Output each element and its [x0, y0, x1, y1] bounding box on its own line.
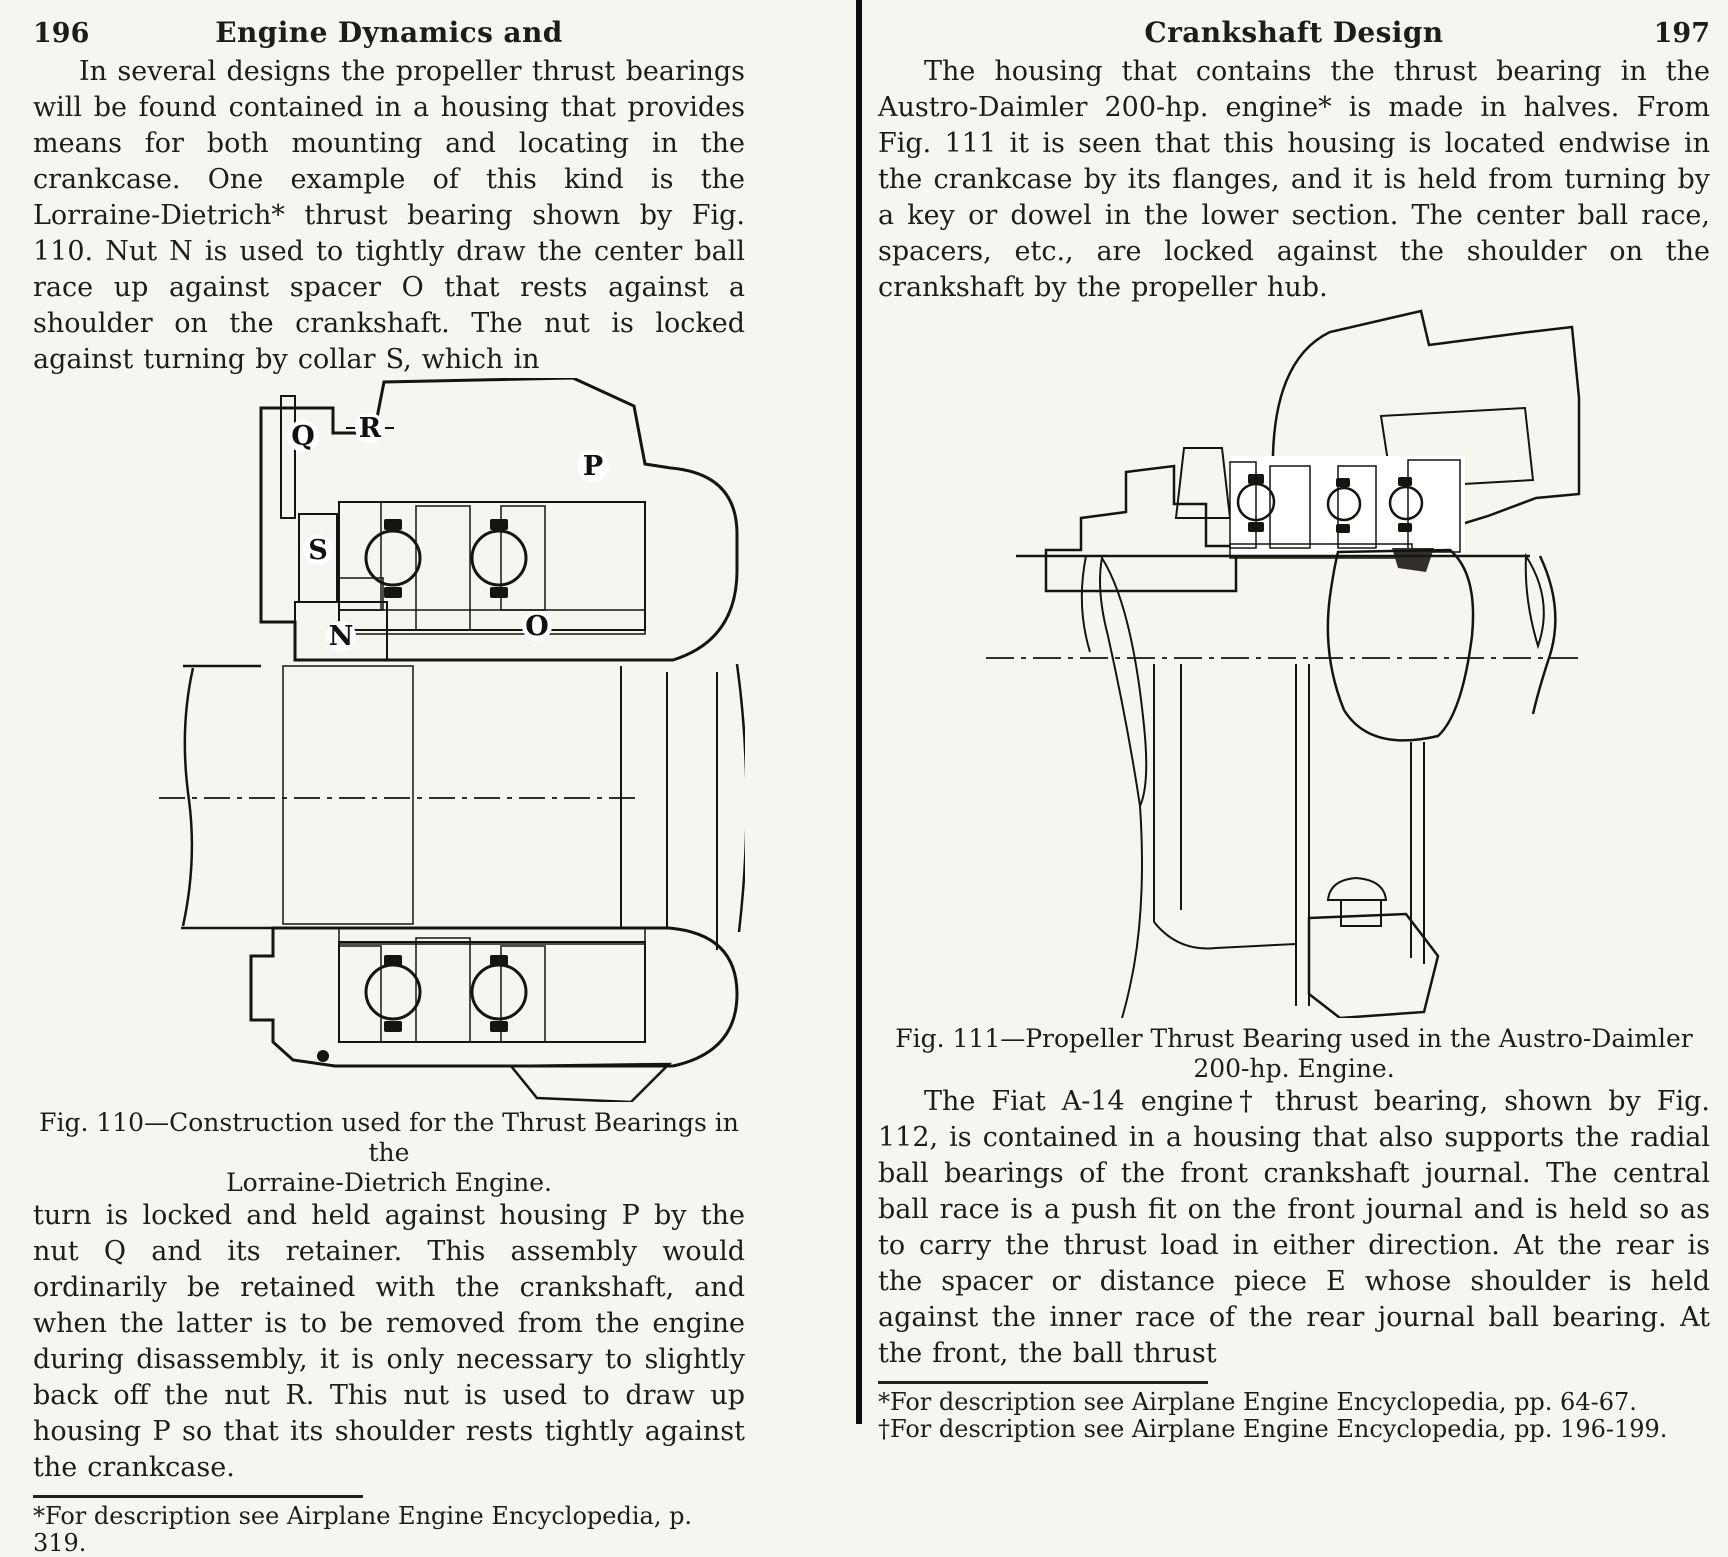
- left-page: [33, 0, 745, 1557]
- fig111-retainer-nub: [1336, 478, 1350, 487]
- fig110-ball-bottom-right: [472, 965, 526, 1019]
- figure-111-drawing: [878, 306, 1710, 1018]
- fig110-retainer-nub: [490, 955, 508, 966]
- right-page-number: 197: [1653, 18, 1710, 49]
- fig110-race-block: [416, 938, 470, 1042]
- fig110-retainer-nub: [384, 587, 402, 598]
- figure-110-caption-line-2: Lorraine-Dietrich Engine.: [226, 1168, 552, 1197]
- left-running-head: Engine Dynamics and: [215, 16, 563, 49]
- fig111-retainer-nub: [1248, 474, 1264, 484]
- fig111-retainer-nub: [1248, 522, 1264, 532]
- part-label-q: Q: [291, 421, 315, 452]
- fig110-retainer-nub: [384, 1021, 402, 1032]
- fig110-race-block: [339, 502, 381, 610]
- figure-111: [878, 306, 1710, 1018]
- fig110-pocket: [339, 578, 383, 610]
- fig110-retainer-nub: [384, 955, 402, 966]
- fig110-crankcase-tail: [511, 1064, 669, 1102]
- fig110-shaft-break-left: [183, 668, 193, 926]
- fig110-ball-top-left: [366, 531, 420, 585]
- fig111-bearing-cavity: [1230, 456, 1465, 556]
- fig110-race-block: [339, 946, 381, 1042]
- right-footnote-1: *For description see Airplane Engine Encyclopedia, pp. 64-67.: [878, 1388, 1637, 1416]
- fig110-ball-top-right: [472, 531, 526, 585]
- fig111-shaft-break-left-crescent: [1100, 558, 1146, 806]
- fig110-threaded-shaft: [283, 666, 413, 924]
- fig110-shaft-break-right: [737, 664, 745, 932]
- fig110-retainer-nub: [384, 519, 402, 530]
- fig111-nut-cap: [1328, 878, 1386, 900]
- right-footnote-rule: [878, 1381, 1208, 1384]
- part-label-n: N: [328, 621, 354, 652]
- left-footnote: *For description see Airplane Engine Encyclopedia, p. 319.: [33, 1502, 693, 1557]
- fig110-bolt-dot: [317, 1050, 329, 1062]
- figure-111-caption-line-1: Fig. 111—Propeller Thrust Bearing used in the Austro-Daimler: [895, 1024, 1693, 1053]
- figure-110-caption-line-1: Fig. 110—Construction used for the Thrust Bearings in the: [39, 1108, 739, 1167]
- fig110-retainer-nub: [490, 587, 508, 598]
- fig110-lock-pin: [281, 396, 295, 518]
- fig111-column-notch: [1154, 922, 1296, 948]
- fig111-retainer-nub: [1398, 477, 1412, 486]
- right-footnote-2: †For description see Airplane Engine Encyclopedia, pp. 196-199.: [878, 1415, 1668, 1443]
- fig110-race-block: [416, 506, 470, 630]
- right-running-header: [878, 16, 1710, 54]
- part-label-r: R: [358, 413, 382, 444]
- right-paragraph-1: The housing that contains the thrust bearing in the Austro-Daimler 200-hp. engine* is made in halves. From Fig. 111 it is seen that this housing is located endwise in the crankcase by its flanges, and it is held from turning by a key or dowel in the lower section. The center ball race, spacers, etc., are locked against the shoulder on the crankshaft by the propeller hub.: [878, 56, 1710, 303]
- fig111-nut: [1341, 900, 1381, 926]
- left-paragraph-1: In several designs the propeller thrust bearings will be found contained in a housing that provides means for both mounting and locating in the crankcase. One example of this kind is the Lorraine-Dietrich* thrust bearing shown by Fig. 110. Nut N is used to tightly draw the center ball race up against spacer O that rests against a shoulder on the crankshaft. The nut is locked against turning by collar S, which in: [33, 56, 745, 375]
- figure-111-caption-line-2: 200-hp. Engine.: [1193, 1054, 1395, 1083]
- fig110-housing-bottom-section: [251, 928, 737, 1066]
- fig111-lower-break-curve: [1122, 806, 1142, 1018]
- figure-110-drawing: [33, 378, 745, 1102]
- left-paragraph-2: turn is locked and held against housing P by the nut Q and its retainer. This assembly would ordinarily be retained with the crankshaft, and when the latter is to be removed from the engine during disassembly, it is only necessary to slightly back off the nut R. This nut is used to draw up housing P so that its shoulder rests tightly against the crankcase.: [33, 1200, 745, 1483]
- part-label-s: S: [308, 535, 328, 566]
- part-label-p: P: [582, 451, 604, 482]
- left-running-header: [33, 16, 745, 54]
- left-page-number: 196: [33, 18, 90, 49]
- left-footnote-rule: [33, 1495, 363, 1498]
- fig111-shaft-break-right-outer: [1533, 556, 1555, 714]
- right-page: [878, 0, 1710, 1443]
- fig111-shaft-break-right-crescent: [1526, 556, 1544, 646]
- figure-110: [33, 378, 745, 1102]
- fig111-retainer-nub: [1336, 524, 1350, 533]
- page-gutter-divider: [856, 0, 862, 1424]
- fig111-crankcase-chunk: [1309, 914, 1438, 1018]
- fig111-housing-lower-lobe: [1328, 550, 1473, 740]
- fig111-flange-steps: [1046, 466, 1236, 591]
- fig111-retainer-nub: [1398, 523, 1412, 532]
- fig111-key: [1176, 448, 1230, 518]
- fig111-shaft-break-left-outer: [1082, 556, 1090, 652]
- right-paragraph-2: The Fiat A-14 engine† thrust bearing, shown by Fig. 112, is contained in a housing that also supports the radial ball bearings of the front crankshaft journal. The central ball race is a push fit on the front journal and is held so as to carry the thrust load in either direction. At the rear is the spacer or distance piece E whose shoulder is held against the inner race of the rear journal ball bearing. At the front, the ball thrust: [878, 1086, 1710, 1369]
- fig110-retainer-nub: [490, 1021, 508, 1032]
- part-label-o: O: [525, 611, 549, 642]
- fig110-retainer-nub: [490, 519, 508, 530]
- fig110-ball-bottom-left: [366, 965, 420, 1019]
- right-running-head: Crankshaft Design: [1144, 16, 1444, 49]
